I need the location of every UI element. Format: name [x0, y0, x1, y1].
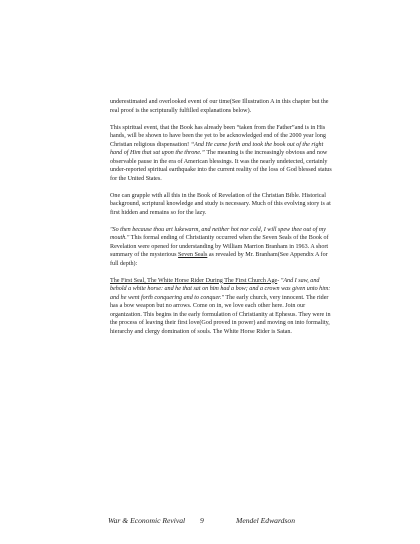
- scripture-quote: "So then because thou art lukewarm, and neither hot nor cold, I will spew thee out of my mouth.": [110, 226, 326, 241]
- underlined-term: Seven Seals: [178, 252, 208, 258]
- paragraph-text: underestimated and overlooked event of our time(See Illustration A in this chapter but the real proof is the scripturally fulfilled explanations below).: [110, 99, 329, 114]
- footer-author: Mendel Edwardson: [236, 516, 295, 525]
- paragraph-text: as revealed by Mr. Branham(See Appendix A for full depth):: [110, 252, 328, 267]
- paragraph-text: One can grapple with all this in the Book of Revelation of the Christian Bible. Historical background, scriptural knowledge and study is necessary. Much of this evolving story is at first hidden and remains so for the lazy.: [110, 192, 331, 216]
- paragraph-2: [110, 124, 332, 184]
- footer-page-number: 9: [200, 516, 204, 525]
- paragraph-3: [110, 192, 332, 218]
- paragraph-text: The meaning is the increasingly obvious and now observable pause in the era of American blessings. It was the nearly undetected, certainly under-reported spiritual earthquake into the current reality of the loss of God blessed status for the United States.: [110, 150, 332, 182]
- scripture-quote: “And He came forth and took the book out of the right hand of Him that sat upon the throne.”: [110, 141, 324, 156]
- paragraph-text: The early church, very innocent. The rider has a bow weapon but no arrows. Come on in, we love each other here. Join our organization. This begins in the early formulation of Christianity at Ephesus. They were in the process of leaving their first love(God proved in power) and moving on into formality, hierarchy and clergy domination of souls. The White Horse Rider is Satan.: [110, 294, 331, 335]
- paragraph-text: -: [277, 277, 281, 284]
- section-heading: The First Seal, The White Horse Rider During The First Church Age: [110, 277, 278, 284]
- scripture-quote: "And I saw, and behold a white horse: and he that sat on him had a bow; and a crown was given unto him: and he went forth conquering and to conquer.": [110, 277, 331, 301]
- paragraph-5: [110, 277, 332, 337]
- page-body: [110, 98, 332, 345]
- paragraph-text: This spiritual event, that the Book has already been “taken from the Father”and is in His hands, will be shown to have been the yet to be acknowledged end of the 2000 year long Christian religious dispensation!: [110, 124, 326, 148]
- paragraph-text: This formal ending of Christianity occurred when the Seven Seals of the Book of Revelation were opened for understanding by William Marrion Branham in 1963. A short summary of the mysterious: [110, 235, 329, 258]
- paragraph-4: [110, 226, 332, 269]
- paragraph-1: [110, 98, 332, 115]
- footer-book-title: War & Economic Revival: [108, 516, 186, 525]
